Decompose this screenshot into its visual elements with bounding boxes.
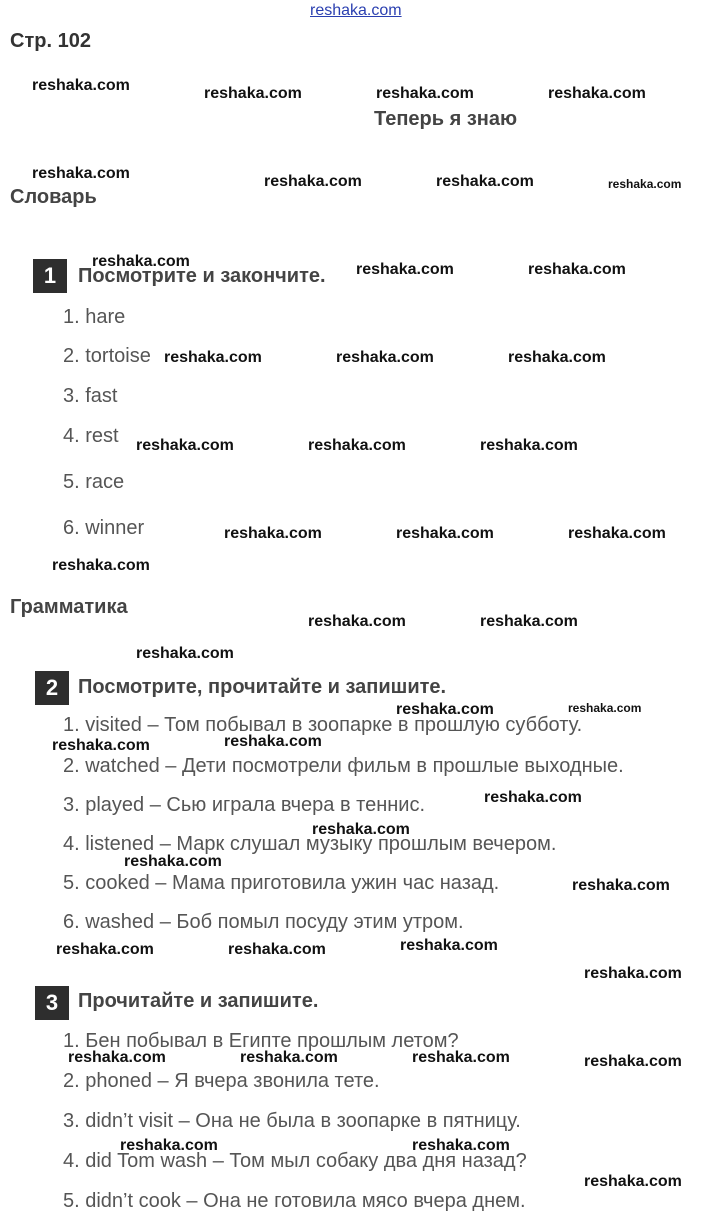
- exercise-2-badge: 2: [35, 671, 69, 705]
- watermark: reshaka.com: [68, 1049, 166, 1066]
- exercise-3-line: 1. Бен побывал в Египте прошлым летом?: [63, 1030, 459, 1052]
- watermark: reshaka.com: [584, 1053, 682, 1070]
- exercise-3-line: 2. phoned – Я вчера звонила тете.: [63, 1070, 380, 1092]
- exercise-2-line: 5. cooked – Мама приготовила ужин час назад.: [63, 872, 500, 894]
- watermark: reshaka.com: [228, 941, 326, 958]
- exercise-2-line: 3. played – Сью играла вчера в теннис.: [63, 794, 426, 816]
- watermark: reshaka.com: [124, 853, 222, 870]
- watermark: reshaka.com: [480, 613, 578, 630]
- watermark: reshaka.com: [136, 437, 234, 454]
- exercise-1-line: 6. winner: [63, 517, 145, 539]
- watermark: reshaka.com: [52, 737, 150, 754]
- grammar-heading: Грамматика: [10, 596, 128, 618]
- watermark: reshaka.com: [224, 733, 322, 750]
- watermark: reshaka.com: [204, 85, 302, 102]
- watermark: reshaka.com: [308, 437, 406, 454]
- watermark: reshaka.com: [396, 701, 494, 718]
- watermark: reshaka.com: [376, 85, 474, 102]
- watermark: reshaka.com: [136, 645, 234, 662]
- watermark: reshaka.com: [120, 1137, 218, 1154]
- watermark: reshaka.com: [312, 821, 410, 838]
- exercise-1-line: 2. tortoise: [63, 345, 151, 367]
- top-watermark: reshaka.com: [310, 2, 402, 19]
- exercise-1-line: 5. race: [63, 471, 125, 493]
- watermark: reshaka.com: [32, 77, 130, 94]
- watermark: reshaka.com: [396, 525, 494, 542]
- vocabulary-heading: Словарь: [10, 186, 97, 208]
- watermark: reshaka.com: [336, 349, 434, 366]
- watermark: reshaka.com: [584, 965, 682, 982]
- watermark: reshaka.com: [480, 437, 578, 454]
- watermark: reshaka.com: [412, 1137, 510, 1154]
- exercise-1-title: Посмотрите и закончите.: [78, 265, 326, 287]
- watermark: reshaka.com: [56, 941, 154, 958]
- watermark: reshaka.com: [568, 525, 666, 542]
- watermark: reshaka.com: [224, 525, 322, 542]
- exercise-3-line: 4. did Tom wash – Том мыл собаку два дня назад?: [63, 1150, 527, 1172]
- watermark: reshaka.com: [356, 261, 454, 278]
- exercise-1-line: 1. hare: [63, 306, 126, 328]
- watermark: reshaka.com: [508, 349, 606, 366]
- watermark: reshaka.com: [548, 85, 646, 102]
- watermark: reshaka.com: [412, 1049, 510, 1066]
- watermark: reshaka.com: [528, 261, 626, 278]
- watermark: reshaka.com: [572, 877, 670, 894]
- exercise-2-title: Посмотрите, прочитайте и запишите.: [78, 676, 447, 698]
- exercise-2-line: 4. listened – Марк слушал музыку прошлым вечером.: [63, 833, 557, 855]
- watermark: reshaka.com: [164, 349, 262, 366]
- exercise-1-badge: 1: [33, 259, 67, 293]
- watermark: reshaka.com: [608, 177, 682, 191]
- watermark: reshaka.com: [52, 557, 150, 574]
- exercise-1-line: 3. fast: [63, 385, 118, 407]
- watermark: reshaka.com: [584, 1173, 682, 1190]
- exercise-2-line: 6. washed – Боб помыл посуду этим утром.: [63, 911, 464, 933]
- watermark: reshaka.com: [240, 1049, 338, 1066]
- exercise-3-line: 5. didn’t cook – Она не готовила мясо вчера днем.: [63, 1190, 526, 1212]
- exercise-3-line: 3. didn’t visit – Она не была в зоопарке в пятницу.: [63, 1110, 521, 1132]
- watermark: reshaka.com: [400, 937, 498, 954]
- watermark: reshaka.com: [568, 701, 642, 715]
- exercise-2-line: 1. visited – Том побывал в зоопарке в прошлую субботу.: [63, 714, 583, 736]
- watermark: reshaka.com: [436, 173, 534, 190]
- exercise-1-line: 4. rest: [63, 425, 119, 447]
- exercise-3-title: Прочитайте и запишите.: [78, 990, 319, 1012]
- watermark: reshaka.com: [308, 613, 406, 630]
- watermark: reshaka.com: [32, 165, 130, 182]
- watermark: reshaka.com: [484, 789, 582, 806]
- watermark: reshaka.com: [264, 173, 362, 190]
- exercise-3-badge: 3: [35, 986, 69, 1020]
- page-number: Стр. 102: [10, 30, 91, 52]
- watermark: reshaka.com: [92, 253, 190, 270]
- section-title: Теперь я знаю: [374, 108, 518, 130]
- exercise-2-line: 2. watched – Дети посмотрели фильм в прошлые выходные.: [63, 755, 624, 777]
